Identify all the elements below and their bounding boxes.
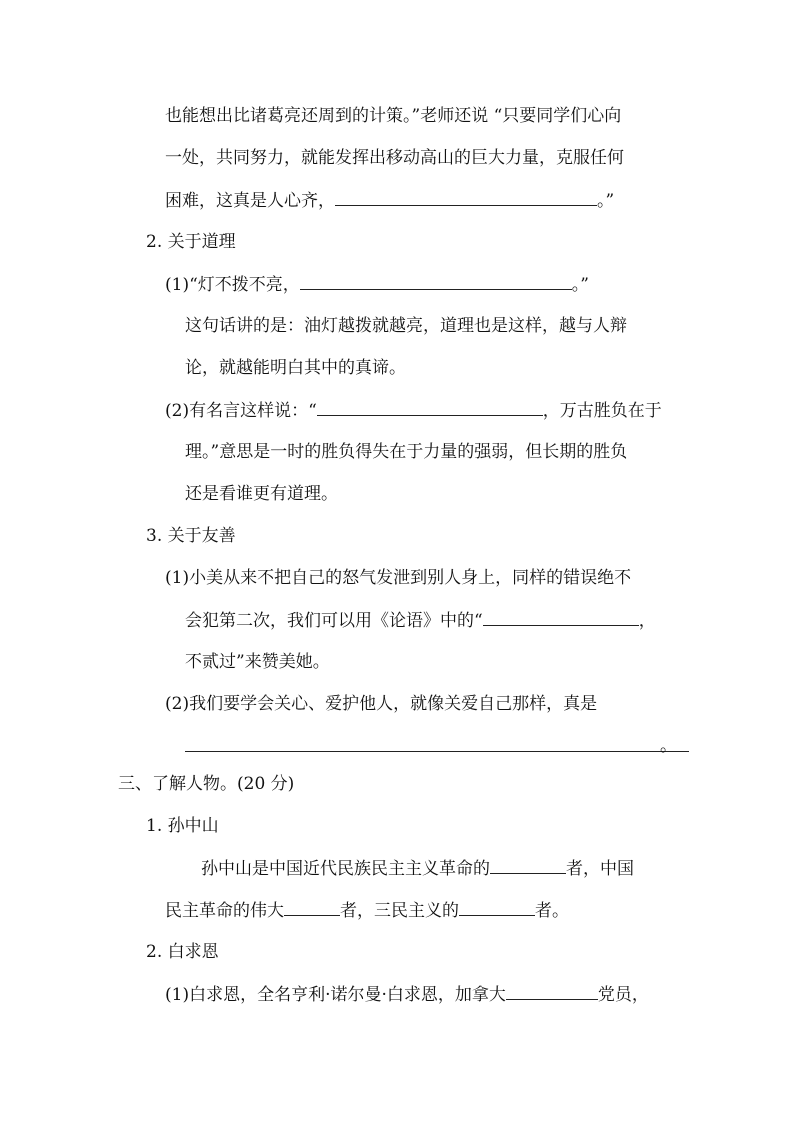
s2-q2-text-2: 理。”意思是一时的胜负得失在于力量的强弱，但长期的胜负 [185, 442, 628, 462]
s3-q2-line-2 [185, 734, 689, 756]
s2-q1-exp-text-1: 这句话讲的是：油灯越拨就越亮，道理也是这样，越与人辩 [185, 316, 627, 336]
s3-q1-text-3: 不贰过”来赞美她。 [185, 652, 330, 672]
s3-q1-line-1 [165, 566, 631, 590]
s2-q2-line-1 [165, 398, 662, 422]
bethune-text-1-after: 党员， [597, 985, 649, 1005]
s3-q1-line-2 [185, 608, 656, 632]
intro-text-3: 困难，这真是人心齐， [165, 191, 335, 211]
answer-blank[interactable] [335, 188, 597, 206]
sun-heading [146, 814, 219, 838]
bethune-text-1: (1)白求恩，全名亨利·诺尔曼·白求恩，加拿大 [165, 985, 506, 1005]
intro-text-3-end: 。” [597, 191, 615, 211]
s2-q1-text: (1)“灯不拨不亮， [165, 275, 300, 295]
sun-text-2-after: 者。 [535, 901, 569, 921]
part-3-title: 三、了解人物。(20 分) [118, 774, 295, 794]
s3-q2-end: 。 [660, 736, 677, 756]
s2-q1-explanation-1 [185, 314, 627, 338]
s2-q2-text-3: 还是看谁更有道理。 [185, 484, 338, 504]
answer-blank[interactable] [185, 734, 660, 751]
sun-text-2: 民主革命的伟大 [165, 901, 284, 921]
bethune-heading [146, 940, 219, 964]
bethune-line-1 [165, 982, 649, 1006]
s2-q2-text-after: ，万古胜负在于 [542, 401, 662, 421]
sun-title: 1. 孙中山 [146, 816, 219, 836]
bethune-title: 2. 白求恩 [146, 942, 219, 962]
s2-q1-exp-text-2: 论，就越能明白其中的真谛。 [185, 358, 406, 378]
s3-q1-text-1: (1)小美从来不把自己的怒气发泄到别人身上，同样的错误绝不 [165, 568, 632, 588]
intro-line-3 [165, 188, 614, 212]
s3-q1-line-3 [185, 650, 330, 674]
sun-text-1-after: 者，中国 [566, 859, 634, 879]
answer-blank[interactable] [300, 272, 572, 290]
answer-blank[interactable] [284, 898, 340, 916]
sun-text-1: 孙中山是中国近代民族民主主义革命的 [201, 859, 490, 879]
s3-q1-text-2: 会犯第二次，我们可以用《论语》中的“ [185, 611, 483, 631]
answer-blank[interactable] [317, 398, 543, 416]
sun-line-2 [165, 898, 569, 922]
part-3-heading [118, 772, 294, 796]
section-3-title: 3. 关于友善 [146, 526, 236, 546]
s3-q2-line-1 [165, 692, 597, 716]
s2-q1-line [165, 272, 589, 296]
intro-line-1 [165, 104, 621, 128]
s3-q2-text-1: (2)我们要学会关心、爱护他人，就像关爱自己那样，真是 [165, 694, 598, 714]
intro-line-2 [165, 146, 624, 170]
sun-text-2-mid: 者，三民主义的 [340, 901, 459, 921]
intro-text-1: 也能想出比诸葛亮还周到的计策。”老师还说 “只要同学们心向 [165, 106, 622, 126]
intro-text-2: 一处，共同努力，就能发挥出移动高山的巨大力量，克服任何 [165, 148, 624, 168]
answer-blank[interactable] [459, 898, 535, 916]
s2-q2-line-3 [185, 482, 338, 506]
section-2-title: 2. 关于道理 [146, 232, 236, 252]
s3-q1-text-2-after: ， [638, 611, 656, 631]
s2-q1-end: 。” [571, 275, 589, 295]
answer-blank[interactable] [490, 856, 566, 874]
section-3-heading [146, 524, 236, 548]
sun-line-1 [201, 856, 634, 880]
answer-blank[interactable] [483, 608, 639, 626]
s2-q2-line-2 [185, 440, 627, 464]
section-2-heading [146, 230, 236, 254]
s2-q2-text: (2)有名言这样说：“ [165, 401, 317, 421]
answer-blank[interactable] [506, 982, 598, 1000]
s2-q1-explanation-2 [185, 356, 406, 380]
